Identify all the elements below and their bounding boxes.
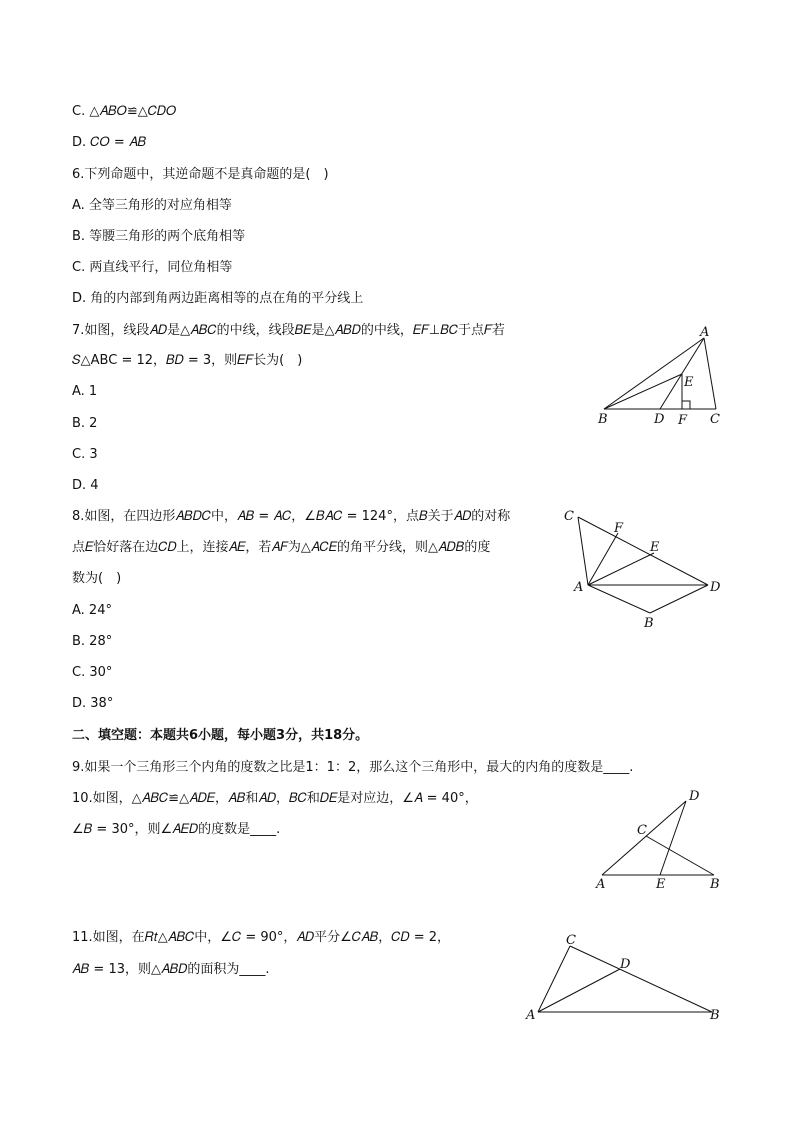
label-c: C bbox=[710, 412, 720, 427]
question-10-line1: 10.如图，△𝐴𝐵𝐶≌△𝐴𝐷𝐸，𝐴𝐵和𝐴𝐷，𝐵𝐶和𝐷𝐸是对应边，∠𝐴 = 40°， bbox=[72, 791, 478, 806]
option-b-q6: B. 等腰三角形的两个底角相等 bbox=[72, 229, 246, 244]
option-d-q7: D. 4 bbox=[72, 478, 99, 493]
figure-q10 bbox=[590, 785, 730, 895]
question-7-line2: 𝑆△ABC = 12，𝐵𝐷 = 3，则𝐸𝐹长为( ) bbox=[72, 353, 303, 368]
question-11-line2: 𝐴𝐵 = 13，则△𝐴𝐵𝐷的面积为____. bbox=[72, 962, 270, 977]
label-a: A bbox=[700, 325, 710, 340]
section-heading-fill-in: 二、填空题：本题共6小题，每小题3分，共18分。 bbox=[72, 728, 369, 743]
label-a: A bbox=[574, 580, 584, 595]
option-a-q7: A. 1 bbox=[72, 384, 98, 399]
label-a: A bbox=[596, 877, 606, 892]
option-c-q6: C. 两直线平行，同位角相等 bbox=[72, 260, 233, 275]
question-8-line3: 数为( ) bbox=[72, 571, 122, 586]
label-c: C bbox=[566, 933, 576, 948]
option-a-q8: A. 24° bbox=[72, 603, 112, 618]
figure-q7 bbox=[590, 322, 730, 432]
label-e: E bbox=[684, 375, 694, 390]
option-b-q7: B. 2 bbox=[72, 416, 98, 431]
question-10-line2: ∠𝐵 = 30°，则∠𝐴𝐸𝐷的度数是____. bbox=[72, 822, 281, 837]
question-7-line1: 7.如图，线段𝐴𝐷是△𝐴𝐵𝐶的中线，线段𝐵𝐸是△𝐴𝐵𝐷的中线，𝐸𝐹⊥𝐵𝐶于点𝐹若 bbox=[72, 323, 505, 338]
question-11-line1: 11.如图，在𝑅𝑡△𝐴𝐵𝐶中，∠𝐶 = 90°，𝐴𝐷平分∠𝐶𝐴𝐵，𝐶𝐷 = 2， bbox=[72, 930, 450, 945]
label-f: F bbox=[614, 521, 624, 536]
label-b: B bbox=[644, 616, 654, 630]
label-e: E bbox=[650, 540, 660, 555]
question-6: 6.下列命题中，其逆命题不是真命题的是( ) bbox=[72, 167, 329, 182]
label-d: D bbox=[620, 957, 631, 972]
label-b: B bbox=[710, 877, 720, 892]
option-c-q5: C. △𝐴𝐵𝑂≌△𝐶𝐷𝑂 bbox=[72, 104, 177, 119]
label-d: D bbox=[689, 789, 700, 804]
label-a: A bbox=[526, 1008, 536, 1023]
option-d-q6: D. 角的内部到角两边距离相等的点在角的平分线上 bbox=[72, 291, 364, 306]
option-c-q8: C. 30° bbox=[72, 665, 113, 680]
label-c: C bbox=[564, 509, 574, 524]
label-f: F bbox=[678, 413, 688, 428]
label-d: D bbox=[654, 412, 665, 427]
question-8-line2: 点𝐸恰好落在边𝐶𝐷上，连接𝐴𝐸，若𝐴𝐹为△𝐴𝐶𝐸的角平分线，则△𝐴𝐷𝐵的度 bbox=[72, 540, 491, 555]
option-c-q7: C. 3 bbox=[72, 447, 98, 462]
label-b: B bbox=[598, 412, 608, 427]
option-d-q5: D. 𝐶𝑂 = 𝐴𝐵 bbox=[72, 135, 147, 150]
question-9: 9.如果一个三角形三个内角的度数之比是1：1：2，那么这个三角形中，最大的内角的度数是____. bbox=[72, 760, 634, 775]
question-8-line1: 8.如图，在四边形𝐴𝐵𝐷𝐶中，𝐴𝐵 = 𝐴𝐶，∠𝐵𝐴𝐶 = 124°，点𝐵关于𝐴𝐷的对称 bbox=[72, 509, 511, 524]
figure-q8 bbox=[560, 505, 730, 630]
option-b-q8: B. 28° bbox=[72, 634, 113, 649]
label-b: B bbox=[710, 1008, 720, 1023]
label-c: C bbox=[637, 823, 647, 838]
label-d: D bbox=[710, 580, 721, 595]
figure-q11 bbox=[520, 928, 730, 1023]
option-d-q8: D. 38° bbox=[72, 696, 114, 711]
label-e: E bbox=[656, 877, 666, 892]
option-a-q6: A. 全等三角形的对应角相等 bbox=[72, 198, 232, 213]
